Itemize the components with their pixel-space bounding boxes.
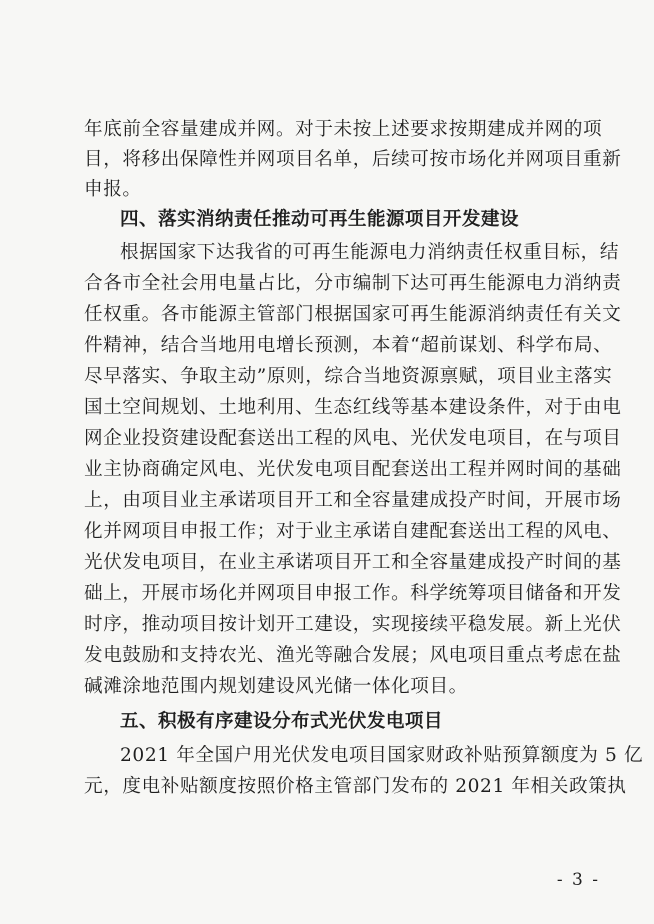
paragraph-line: 根据国家下达我省的可再生能源电力消纳责任权重目标，结 <box>120 242 620 263</box>
paragraph-line: 目，将移出保障性并网项目名单，后续可按市场化并网项目重新 <box>84 149 622 170</box>
paragraph-line: 尽早落实、争取主动”原则，综合当地资源禀赋，项目业主落实 <box>84 366 613 387</box>
paragraph-line: 上，由项目业主承诺项目开工和全容量建成投产时间，开展市场 <box>84 490 622 511</box>
paragraph-line: 时序，推动项目按计划开工建设，实现接续平稳发展。新上光伏 <box>84 614 622 635</box>
section-heading-4: 四、落实消纳责任推动可再生能源项目开发建设 <box>120 209 519 230</box>
paragraph-line: 础上，开展市场化并网项目申报工作。科学统筹项目储备和开发 <box>84 583 622 604</box>
paragraph-line: 申报。 <box>84 179 142 200</box>
paragraph-line: 年底前全容量建成并网。对于未按上述要求按期建成并网的项 <box>84 119 603 140</box>
section-heading-5: 五、积极有序建设分布式光伏发电项目 <box>120 711 443 732</box>
paragraph-line: 业主协商确定风电、光伏发电项目配套送出工程并网时间的基础 <box>84 459 622 480</box>
paragraph-line: 元，度电补贴额度按照价格主管部门发布的 2021 年相关政策执 <box>84 776 627 797</box>
paragraph-line: 件精神，结合当地用电增长预测，本着“超前谋划、科学布局、 <box>84 335 613 356</box>
paragraph-line: 2021 年全国户用光伏发电项目国家财政补贴预算额度为 5 亿 <box>120 745 644 766</box>
paragraph-line: 发电鼓励和支持农光、渔光等融合发展；风电项目重点考虑在盐 <box>84 645 622 666</box>
paragraph-line: 网企业投资建设配套送出工程的风电、光伏发电项目，在与项目 <box>84 428 622 449</box>
paragraph-line: 合各市全社会用电量占比，分市编制下达可再生能源电力消纳责 <box>84 273 622 294</box>
paragraph-line: 国土空间规划、土地利用、生态红线等基本建设条件，对于由电 <box>84 397 622 418</box>
page-number: - 3 - <box>556 870 600 890</box>
paragraph-line: 任权重。各市能源主管部门根据国家可再生能源消纳责任有关文 <box>84 304 622 325</box>
paragraph-line: 碱滩涂地范围内规划建设风光储一体化项目。 <box>84 676 468 697</box>
paragraph-line: 光伏发电项目，在业主承诺项目开工和全容量建成投产时间的基 <box>84 552 622 573</box>
paragraph-line: 化并网项目申报工作；对于业主承诺自建配套送出工程的风电、 <box>84 521 622 542</box>
